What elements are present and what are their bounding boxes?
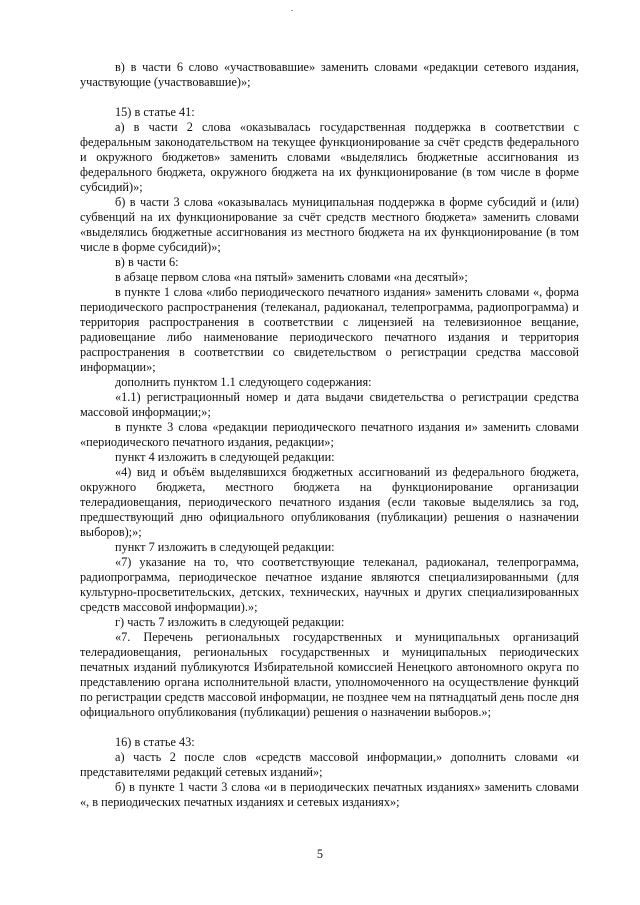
paragraph: дополнить пунктом 1.1 следующего содержания:	[115, 375, 372, 389]
paragraph: пункт 7 изложить в следующей редакции:	[115, 540, 335, 554]
paragraph: б) в части 3 слова «оказывалась муниципальная поддержка в форме субсидий и (или) субвенций на их функционирование за счёт средств местного бюджета» заменить словами «выделялись бюджетные ассигнования из местного бюджета на их функционирование (в том числе в форме субсидий)»;	[80, 195, 579, 254]
document-body	[80, 60, 579, 810]
paragraph: «1.1) регистрационный номер и дата выдачи свидетельства о регистрации средства массовой информации;»;	[80, 390, 579, 419]
paragraph: пункт 4 изложить в следующей редакции:	[115, 450, 335, 464]
paragraph: 15) в статье 41:	[115, 105, 195, 119]
paragraph: «7. Перечень региональных государственных и муниципальных организаций телерадиовещания, региональных государственных и муниципальных периодических печатных изданий публикуются Избирательной комиссией Ненецкого автономного округа по представлению органа исполнительной власти, уполномоченного на осуществление функций по регистрации средств массовой информации, не позднее чем на пятнадцатый день после дня официального опубликования (публикации) решения о назначении выборов.»;	[80, 630, 579, 719]
paragraph: в пункте 1 слова «либо периодического печатного издания» заменить словами «, форма периодического распространения (телеканал, радиоканал, телепрограмма, радиопрограмма) и территория распространения в соответствии с лицензией на телевизионное вещание, радиовещание либо наименование периодического печатного издания и территория распространения в соответствии со свидетельством о регистрации средства массовой информации»;	[80, 285, 579, 374]
paragraph: в) в части 6 слово «участвовавшие» заменить словами «редакции сетевого издания, участвующие (участвовавшие)»;	[80, 60, 579, 89]
paragraph: 16) в статье 43:	[115, 735, 195, 749]
paragraph: «4) вид и объём выделявшихся бюджетных ассигнований из федерального бюджета, окружного бюджета, местного бюджета на функционирование организации телерадиовещания, периодического печатного издания (если таковые выделялись за год, предшествующий дню официального опубликования (публикации) решения о назначении выборов);»;	[80, 465, 579, 539]
paragraph-gap	[80, 720, 579, 735]
paragraph: г) часть 7 изложить в следующей редакции:	[115, 615, 345, 629]
paragraph: б) в пункте 1 части 3 слова «и в периодических печатных изданиях» заменить словами «, в периодических печатных изданиях и сетевых изданиях»;	[80, 780, 579, 809]
paragraph: а) часть 2 после слов «средств массовой информации,» дополнить словами «и представителями редакций сетевых изданий»;	[80, 750, 579, 779]
paragraph-gap	[80, 90, 579, 105]
paragraph: а) в части 2 слова «оказывалась государственная поддержка в соответствии с федеральным законодательством на текущее функционирование за счёт средств федерального и окружного бюджетов» заменить словами «выделялись бюджетные ассигнования из федерального бюджета, окружного бюджета на их функционирование (в том числе в форме субсидий)»;	[80, 120, 579, 194]
page-number: 5	[316, 847, 324, 861]
paragraph: в) в части 6:	[115, 255, 179, 269]
scan-speck	[291, 10, 293, 11]
paragraph: в пункте 3 слова «редакции периодического печатного издания и» заменить словами «периодического печатного издания, редакции»;	[80, 420, 579, 449]
paragraph: «7) указание на то, что соответствующие телеканал, радиоканал, телепрограмма, радиопрограмма, периодическое печатное издание являются специализированными (для культурно-просветительских, детских, технических, научных и других специализированных средств массовой информации).»;	[80, 555, 579, 614]
paragraph: в абзаце первом слова «на пятый» заменить словами «на десятый»;	[115, 270, 468, 284]
